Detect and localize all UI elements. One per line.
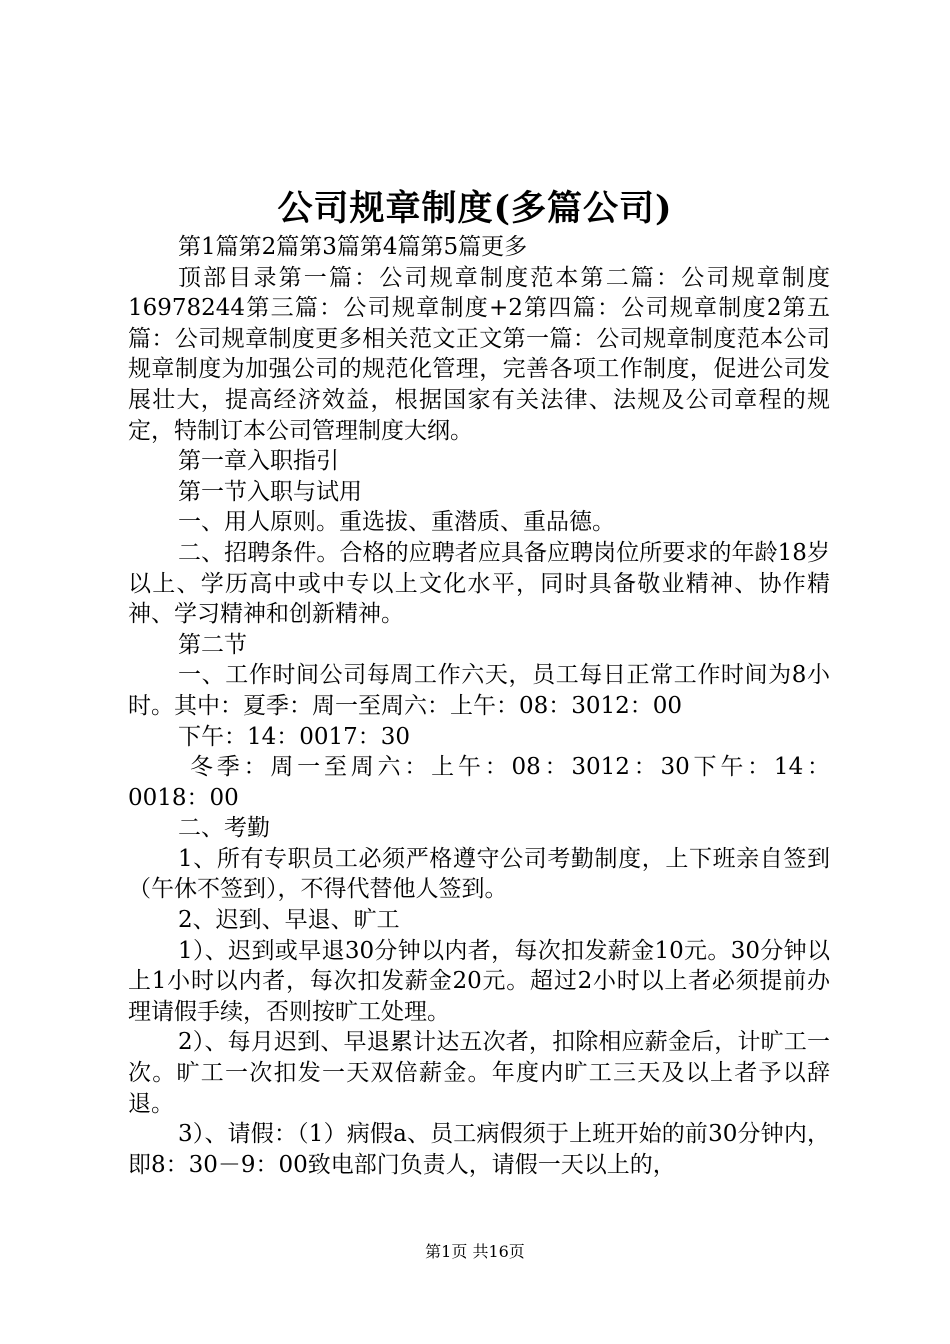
paragraph-conditions: 二、招聘条件。合格的应聘者应具备应聘岗位所要求的年龄18岁以上、学历高中或中专以上文化水平，同时具备敬业精神、协作精神、学习精神和创新精神。 bbox=[128, 539, 830, 628]
paragraph-afternoon: 下午：14：0017：30 bbox=[178, 723, 411, 750]
paragraph-principle: 一、用人原则。重选拔、重潜质、重品德。 bbox=[178, 509, 615, 536]
paragraph-absence-rule: 2）、每月迟到、早退累计达五次者，扣除相应薪金后，计旷工一次。旷工一次扣发一天双倍薪金。年度内旷工三天及以上者予以辞退。 bbox=[128, 1029, 830, 1117]
paragraph-winter: 冬季：周一至周六：上午：08：3012：30下午：14：0018：00 bbox=[128, 754, 830, 811]
paragraph-late-rule: 1）、迟到或早退30分钟以内者，每次扣发薪金10元。30分钟以上1小时以内者，每次扣发薪金20元。超过2小时以上者必须提前办理请假手续，否则按旷工处理。 bbox=[128, 937, 830, 1025]
paragraph-attendance-1: 1、所有专职员工必须严格遵守公司考勤制度，上下班亲自签到（午休不签到），不得代替他人签到。 bbox=[128, 845, 830, 903]
section-heading: 第一节入职与试用 bbox=[178, 478, 362, 505]
chapter-heading: 第一章入职指引 bbox=[178, 448, 339, 475]
page-footer: 第1页 共16页 bbox=[425, 1242, 525, 1261]
paragraph-work-hours: 一、工作时间公司每周工作六天，员工每日正常工作时间为8小时。其中：夏季：周一至周六：上午：08：3012：00 bbox=[128, 662, 830, 719]
paragraph-toc-intro: 顶部目录第一篇：公司规章制度范本第二篇：公司规章制度16978244第三篇：公司规章制度+2第四篇：公司规章制度2第五篇：公司规章制度更多相关范文正文第一篇：公司规章制度范本公司规章制度为加强公司的规范化管理，完善各项工作制度，促进公司发展壮大，提高经济效益，根据国家有关法律、法规及公司章程的规定，特制订本公司管理制度大纲。 bbox=[128, 264, 830, 444]
article-nav-line: 第1篇第2篇第3篇第4篇第5篇更多 bbox=[178, 234, 528, 260]
attendance-heading: 二、考勤 bbox=[178, 815, 270, 842]
document-body bbox=[128, 232, 830, 1180]
paragraph-attendance-2: 2、迟到、早退、旷工 bbox=[178, 907, 400, 934]
paragraph-leave-rule: 3）、请假：（1）病假a、员工病假须于上班开始的前30分钟内，即8：30－9：00致电部门负责人，请假一天以上的， bbox=[128, 1121, 830, 1178]
page-title: 公司规章制度(多篇公司) bbox=[277, 188, 673, 229]
section-heading-2: 第二节 bbox=[178, 631, 247, 658]
